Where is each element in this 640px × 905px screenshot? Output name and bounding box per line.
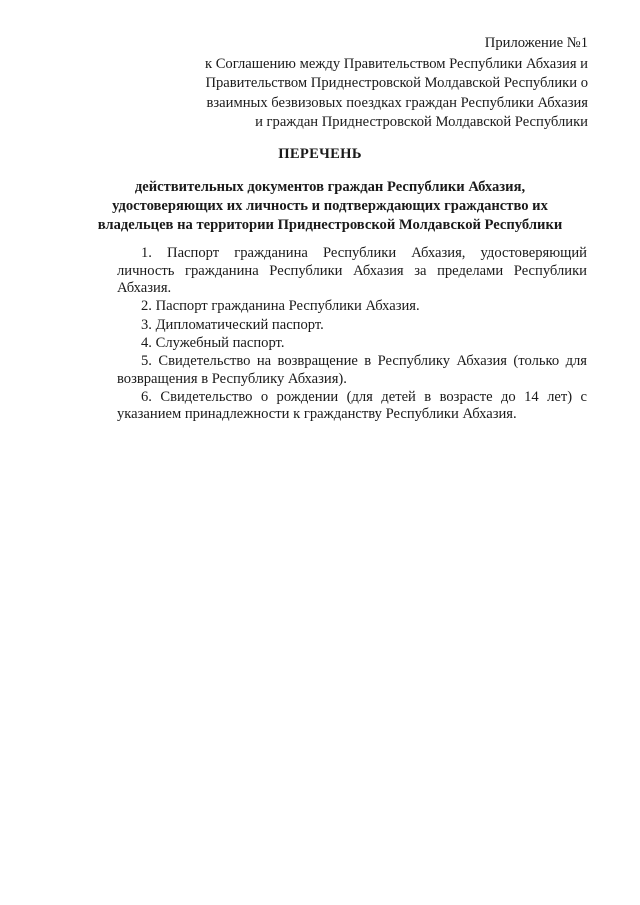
- subtitle-line: удостоверяющих их личность и подтверждающих гражданство их: [112, 198, 548, 214]
- list-item: 6. Свидетельство о рождении (для детей в возрасте до 14 лет) с указанием принадлежности к гражданству Республики Абхазия.: [117, 388, 587, 423]
- list-item: 1. Паспорт гражданина Республики Абхазия, удостоверяющий личность гражданина Республики Абхазия за пределами Республики Абхазия.: [117, 245, 587, 297]
- annex-number: Приложение №1: [484, 35, 588, 51]
- list-item: 5. Свидетельство на возвращение в Республику Абхазия (только для возвращения в Республику Абхазия).: [117, 352, 587, 387]
- annex-line: Правительством Приднестровской Молдавской Республики о: [205, 75, 588, 91]
- annex-line: к Соглашению между Правительством Республики Абхазия и: [204, 55, 588, 72]
- document-subtitle: [60, 178, 600, 235]
- annex-header: [128, 34, 588, 133]
- subtitle-line: владельцев на территории Приднестровской Молдавской Республики: [97, 217, 563, 233]
- annex-line: и граждан Приднестровской Молдавской Республики: [255, 114, 588, 130]
- document-list: [117, 245, 587, 425]
- list-item: 3. Дипломатический паспорт.: [141, 316, 324, 333]
- list-item: 2. Паспорт гражданина Республики Абхазия.: [141, 298, 420, 315]
- document-title: ПЕРЕЧЕНЬ: [278, 146, 362, 162]
- list-item: 4. Служебный паспорт.: [141, 334, 285, 351]
- subtitle-line: действительных документов граждан Республики Абхазия,: [134, 179, 526, 195]
- annex-line: взаимных безвизовых поездках граждан Республики Абхазия: [206, 94, 588, 111]
